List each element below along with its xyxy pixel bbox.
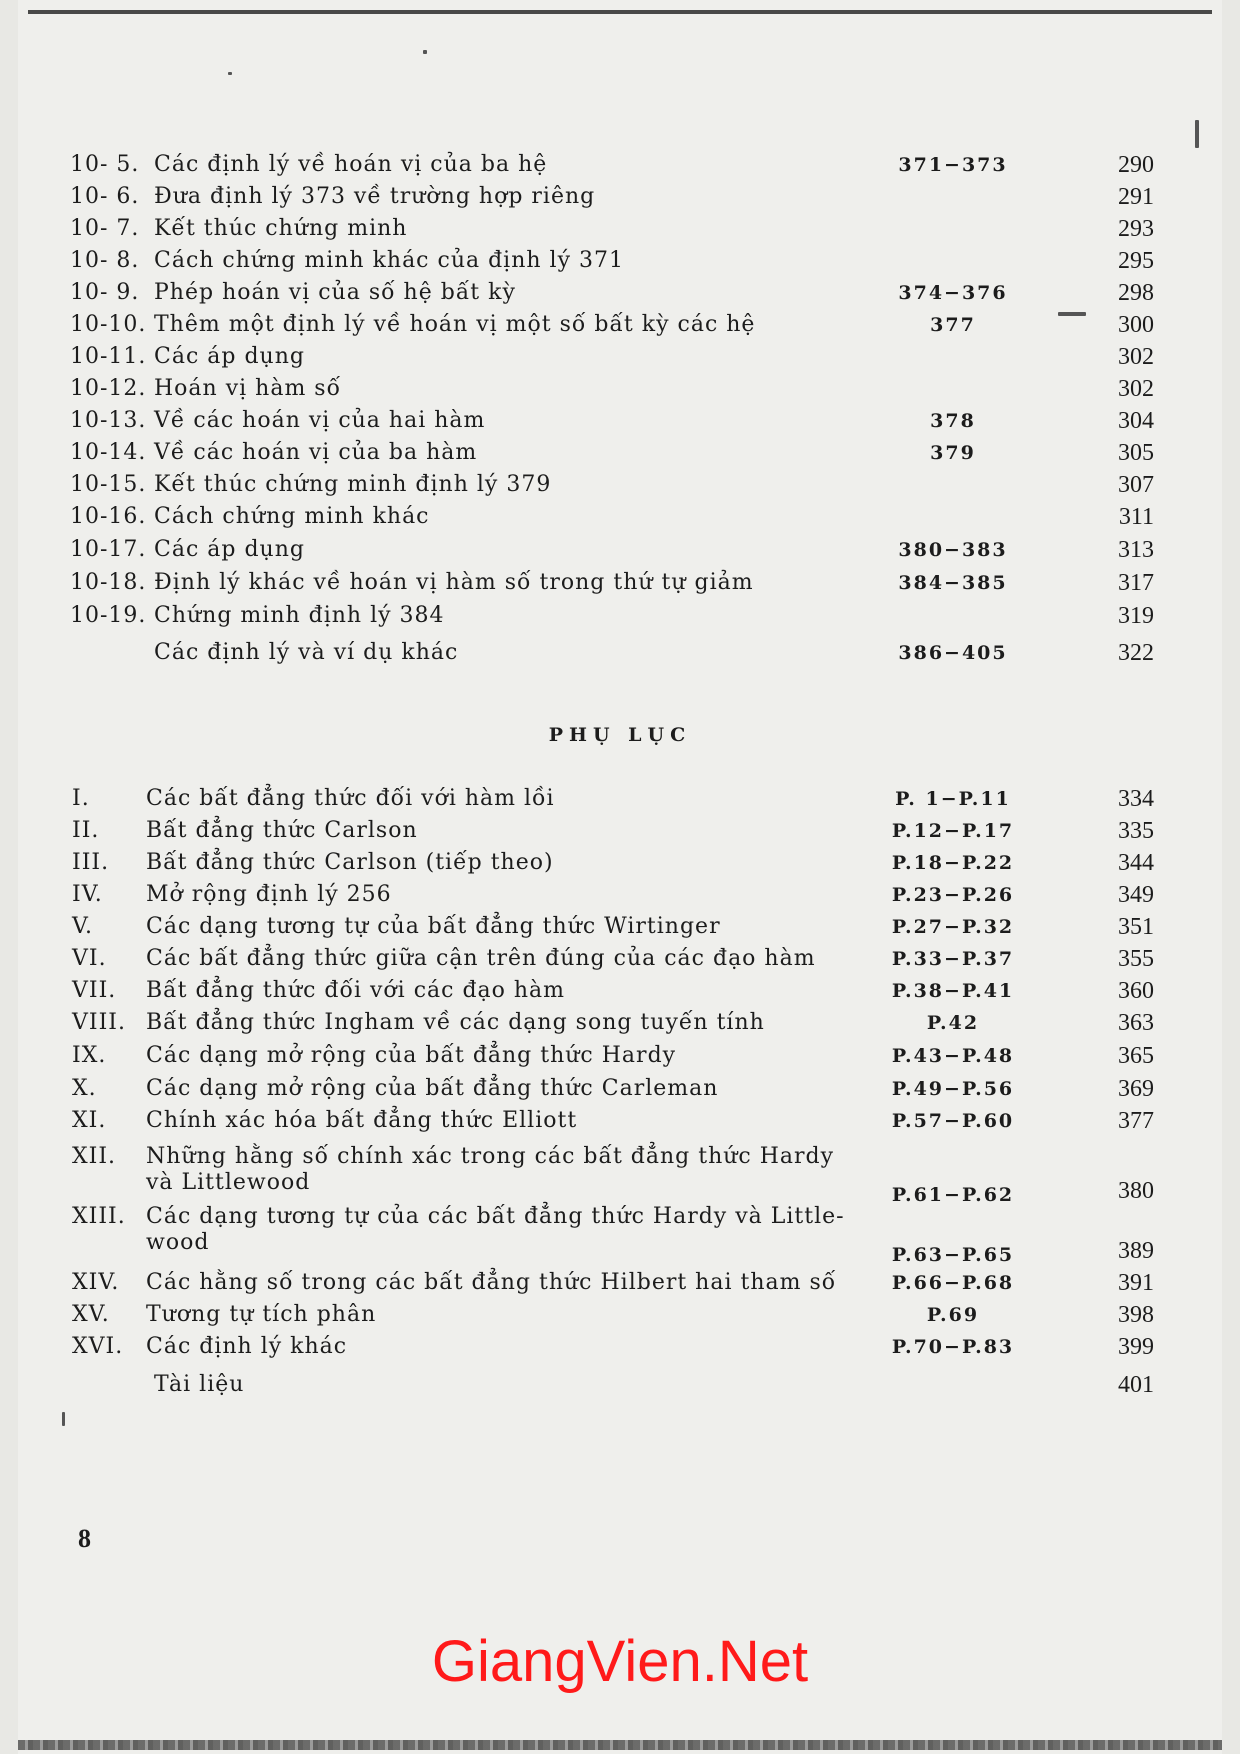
watermark: GiangVien.Net [431, 1629, 809, 1694]
toc-row [18, 502, 1222, 532]
entry-reference: 386−405 [898, 642, 1008, 664]
entry-title: Các dạng tương tự của bất đẳng thức Wirtinger [146, 914, 721, 939]
entry-number: VIII. [72, 1010, 126, 1035]
entry-title: Các áp dụng [154, 537, 305, 562]
entry-page: 307 [1118, 472, 1154, 498]
toc-row [18, 848, 1222, 878]
entry-reference: P.63−P.65 [891, 1244, 1015, 1266]
entry-page: 290 [1118, 152, 1154, 178]
entry-title: Bất đẳng thức Ingham về các dạng song tuyến tính [146, 1010, 765, 1035]
entry-title: Những hằng số chính xác trong các bất đẳng thức Hardy [146, 1144, 835, 1169]
entry-reference: 378 [930, 410, 976, 432]
toc-row [18, 406, 1222, 436]
entry-page: 355 [1118, 946, 1154, 972]
entry-page: 398 [1118, 1302, 1154, 1328]
entry-page: 322 [1118, 640, 1154, 666]
toc-row [18, 976, 1222, 1006]
entry-title: Các dạng tương tự của các bất đẳng thức Hardy và Little- [146, 1204, 845, 1229]
entry-number: VI. [72, 946, 107, 971]
entry-title: Các định lý và ví dụ khác [154, 640, 459, 665]
toc-row [18, 246, 1222, 276]
toc-row [18, 310, 1222, 340]
entry-page: 351 [1118, 914, 1154, 940]
entry-number: 10-11. [70, 344, 147, 369]
entry-page: 311 [1118, 504, 1154, 530]
entry-title: Kết thúc chứng minh [154, 216, 408, 241]
entry-reference: P.18−P.22 [891, 852, 1015, 874]
entry-number: 10-19. [70, 603, 147, 628]
entry-title: Các áp dụng [154, 344, 305, 369]
entry-number: V. [72, 914, 94, 939]
entry-title: Định lý khác về hoán vị hàm số trong thứ tự giảm [154, 570, 754, 595]
toc-row [18, 535, 1222, 565]
entry-page: 302 [1118, 344, 1154, 370]
entry-reference: P.12−P.17 [891, 820, 1015, 842]
toc-row [18, 784, 1222, 814]
toc-row [18, 1370, 1222, 1400]
entry-reference: P.66−P.68 [891, 1272, 1015, 1294]
entry-title-continued: wood [146, 1230, 210, 1255]
entry-page: 399 [1118, 1334, 1154, 1360]
entry-number: XII. [72, 1144, 117, 1169]
toc-row [18, 342, 1222, 372]
entry-page: 293 [1118, 216, 1154, 242]
entry-reference: P.42 [926, 1012, 980, 1034]
entry-number: II. [72, 818, 100, 843]
entry-number: III. [72, 850, 110, 875]
entry-number: XIV. [72, 1270, 120, 1295]
entry-page: 304 [1118, 408, 1154, 434]
entry-number: 10- 9. [70, 280, 140, 305]
entry-title: Về các hoán vị của ba hàm [154, 440, 478, 465]
toc-row [18, 374, 1222, 404]
toc-row [18, 816, 1222, 846]
scan-speck [423, 50, 427, 54]
toc-row [18, 944, 1222, 974]
entry-number: 10-15. [70, 472, 147, 497]
entry-page: 302 [1118, 376, 1154, 402]
entry-number: VII. [72, 978, 117, 1003]
bottom-rule [18, 1740, 1222, 1750]
entry-number: IV. [72, 882, 103, 907]
entry-reference: P.70−P.83 [891, 1336, 1015, 1358]
entry-page: 317 [1118, 570, 1154, 596]
entry-number: 10- 7. [70, 216, 140, 241]
page-number: 8 [78, 1524, 91, 1553]
entry-reference: P.49−P.56 [891, 1078, 1015, 1100]
entry-title: Bất đẳng thức Carlson (tiếp theo) [146, 850, 554, 875]
toc-row [18, 638, 1222, 668]
toc-row [18, 1074, 1222, 1104]
entry-page: 380 [1118, 1178, 1154, 1204]
entry-title: Các bất đẳng thức đối với hàm lồi [146, 786, 555, 811]
toc-row [18, 1268, 1222, 1298]
toc-row [18, 1106, 1222, 1136]
toc-row [18, 601, 1222, 631]
entry-title: Tương tự tích phân [146, 1302, 377, 1327]
toc-row [18, 214, 1222, 244]
entry-reference: 377 [930, 314, 976, 336]
scan-speck [228, 72, 232, 75]
toc-row [18, 438, 1222, 468]
entry-page: 300 [1118, 312, 1154, 338]
entry-number: X. [72, 1076, 97, 1101]
appendix-heading: PHỤ LỤC [548, 724, 692, 746]
entry-title: Hoán vị hàm số [154, 376, 342, 401]
entry-number: 10-10. [70, 312, 147, 337]
toc-row [18, 182, 1222, 212]
entry-number: 10- 5. [70, 152, 140, 177]
entry-number: XV. [72, 1302, 110, 1327]
entry-number: 10-14. [70, 440, 147, 465]
entry-title-continued: và Littlewood [146, 1170, 311, 1195]
entry-number: XVI. [72, 1334, 124, 1359]
entry-page: 365 [1118, 1043, 1154, 1069]
entry-page: 369 [1118, 1076, 1154, 1102]
entry-reference: P.38−P.41 [891, 980, 1015, 1002]
entry-page: 391 [1118, 1270, 1154, 1296]
entry-reference: P.57−P.60 [891, 1110, 1015, 1132]
entry-title: Các dạng mở rộng của bất đẳng thức Hardy [146, 1043, 677, 1068]
entry-title: Các hằng số trong các bất đẳng thức Hilbert hai tham số [146, 1270, 837, 1295]
top-rule [28, 10, 1212, 14]
entry-reference: 379 [930, 442, 976, 464]
entry-page: 335 [1118, 818, 1154, 844]
entry-page: 349 [1118, 882, 1154, 908]
entry-reference: P.61−P.62 [891, 1184, 1015, 1206]
toc-row-continuation [18, 1168, 1222, 1206]
toc-row [18, 470, 1222, 500]
entry-reference: 380−383 [898, 539, 1008, 561]
toc-row [18, 278, 1222, 308]
toc-row [18, 1300, 1222, 1330]
entry-number: XIII. [72, 1204, 126, 1229]
entry-number: 10- 8. [70, 248, 140, 273]
entry-page: 291 [1118, 184, 1154, 210]
entry-reference: 384−385 [898, 572, 1008, 594]
entry-title: Các dạng mở rộng của bất đẳng thức Carleman [146, 1076, 719, 1101]
entry-page: 377 [1118, 1108, 1154, 1134]
entry-reference: P.23−P.26 [891, 884, 1015, 906]
entry-number: IX. [72, 1043, 107, 1068]
entry-number: 10-12. [70, 376, 147, 401]
entry-number: XI. [72, 1108, 107, 1133]
entry-page: 305 [1118, 440, 1154, 466]
toc-row [18, 1008, 1222, 1038]
entry-number: 10-13. [70, 408, 147, 433]
entry-title: Bất đẳng thức Carlson [146, 818, 418, 843]
entry-number: 10- 6. [70, 184, 140, 209]
entry-title: Các bất đẳng thức giữa cận trên đúng của các đạo hàm [146, 946, 816, 971]
entry-page: 401 [1118, 1372, 1154, 1398]
document-page [18, 0, 1222, 1754]
entry-title: Phép hoán vị của số hệ bất kỳ [154, 280, 516, 305]
entry-reference: P.43−P.48 [891, 1045, 1015, 1067]
toc-row [18, 150, 1222, 180]
entry-number: 10-16. [70, 504, 147, 529]
entry-reference: 374−376 [898, 282, 1008, 304]
scan-speck [62, 1412, 65, 1426]
entry-page: 313 [1118, 537, 1154, 563]
toc-row [18, 568, 1222, 598]
entry-title: Mở rộng định lý 256 [146, 882, 392, 907]
entry-reference: P.33−P.37 [891, 948, 1015, 970]
entry-reference: P.69 [926, 1304, 980, 1326]
entry-page: 298 [1118, 280, 1154, 306]
entry-page: 295 [1118, 248, 1154, 274]
entry-page: 334 [1118, 786, 1154, 812]
entry-title: Bất đẳng thức đối với các đạo hàm [146, 978, 566, 1003]
scan-speck [1195, 120, 1199, 148]
toc-row [18, 912, 1222, 942]
entry-number: I. [72, 786, 90, 811]
entry-title: Các định lý về hoán vị của ba hệ [154, 152, 548, 177]
entry-title: Chứng minh định lý 384 [154, 603, 445, 628]
entry-title: Cách chứng minh khác của định lý 371 [154, 248, 624, 273]
entry-number: 10-17. [70, 537, 147, 562]
entry-reference: 371−373 [898, 154, 1008, 176]
entry-reference: P.27−P.32 [891, 916, 1015, 938]
entry-page: 319 [1118, 603, 1154, 629]
entry-reference: P. 1−P.11 [895, 788, 1011, 810]
entry-title: Kết thúc chứng minh định lý 379 [154, 472, 552, 497]
entry-page: 360 [1118, 978, 1154, 1004]
toc-row [18, 1041, 1222, 1071]
entry-page: 389 [1118, 1238, 1154, 1264]
entry-number: 10-18. [70, 570, 147, 595]
entry-title: Tài liệu [154, 1372, 245, 1397]
entry-title: Thêm một định lý về hoán vị một số bất kỳ các hệ [154, 312, 756, 337]
entry-title: Cách chứng minh khác [154, 504, 430, 529]
toc-row-continuation [18, 1228, 1222, 1266]
entry-title: Chính xác hóa bất đẳng thức Elliott [146, 1108, 578, 1133]
entry-page: 344 [1118, 850, 1154, 876]
toc-row [18, 1332, 1222, 1362]
entry-title: Các định lý khác [146, 1334, 348, 1359]
entry-title: Đưa định lý 373 về trường hợp riêng [154, 184, 596, 209]
entry-title: Về các hoán vị của hai hàm [154, 408, 486, 433]
entry-page: 363 [1118, 1010, 1154, 1036]
toc-row [18, 880, 1222, 910]
